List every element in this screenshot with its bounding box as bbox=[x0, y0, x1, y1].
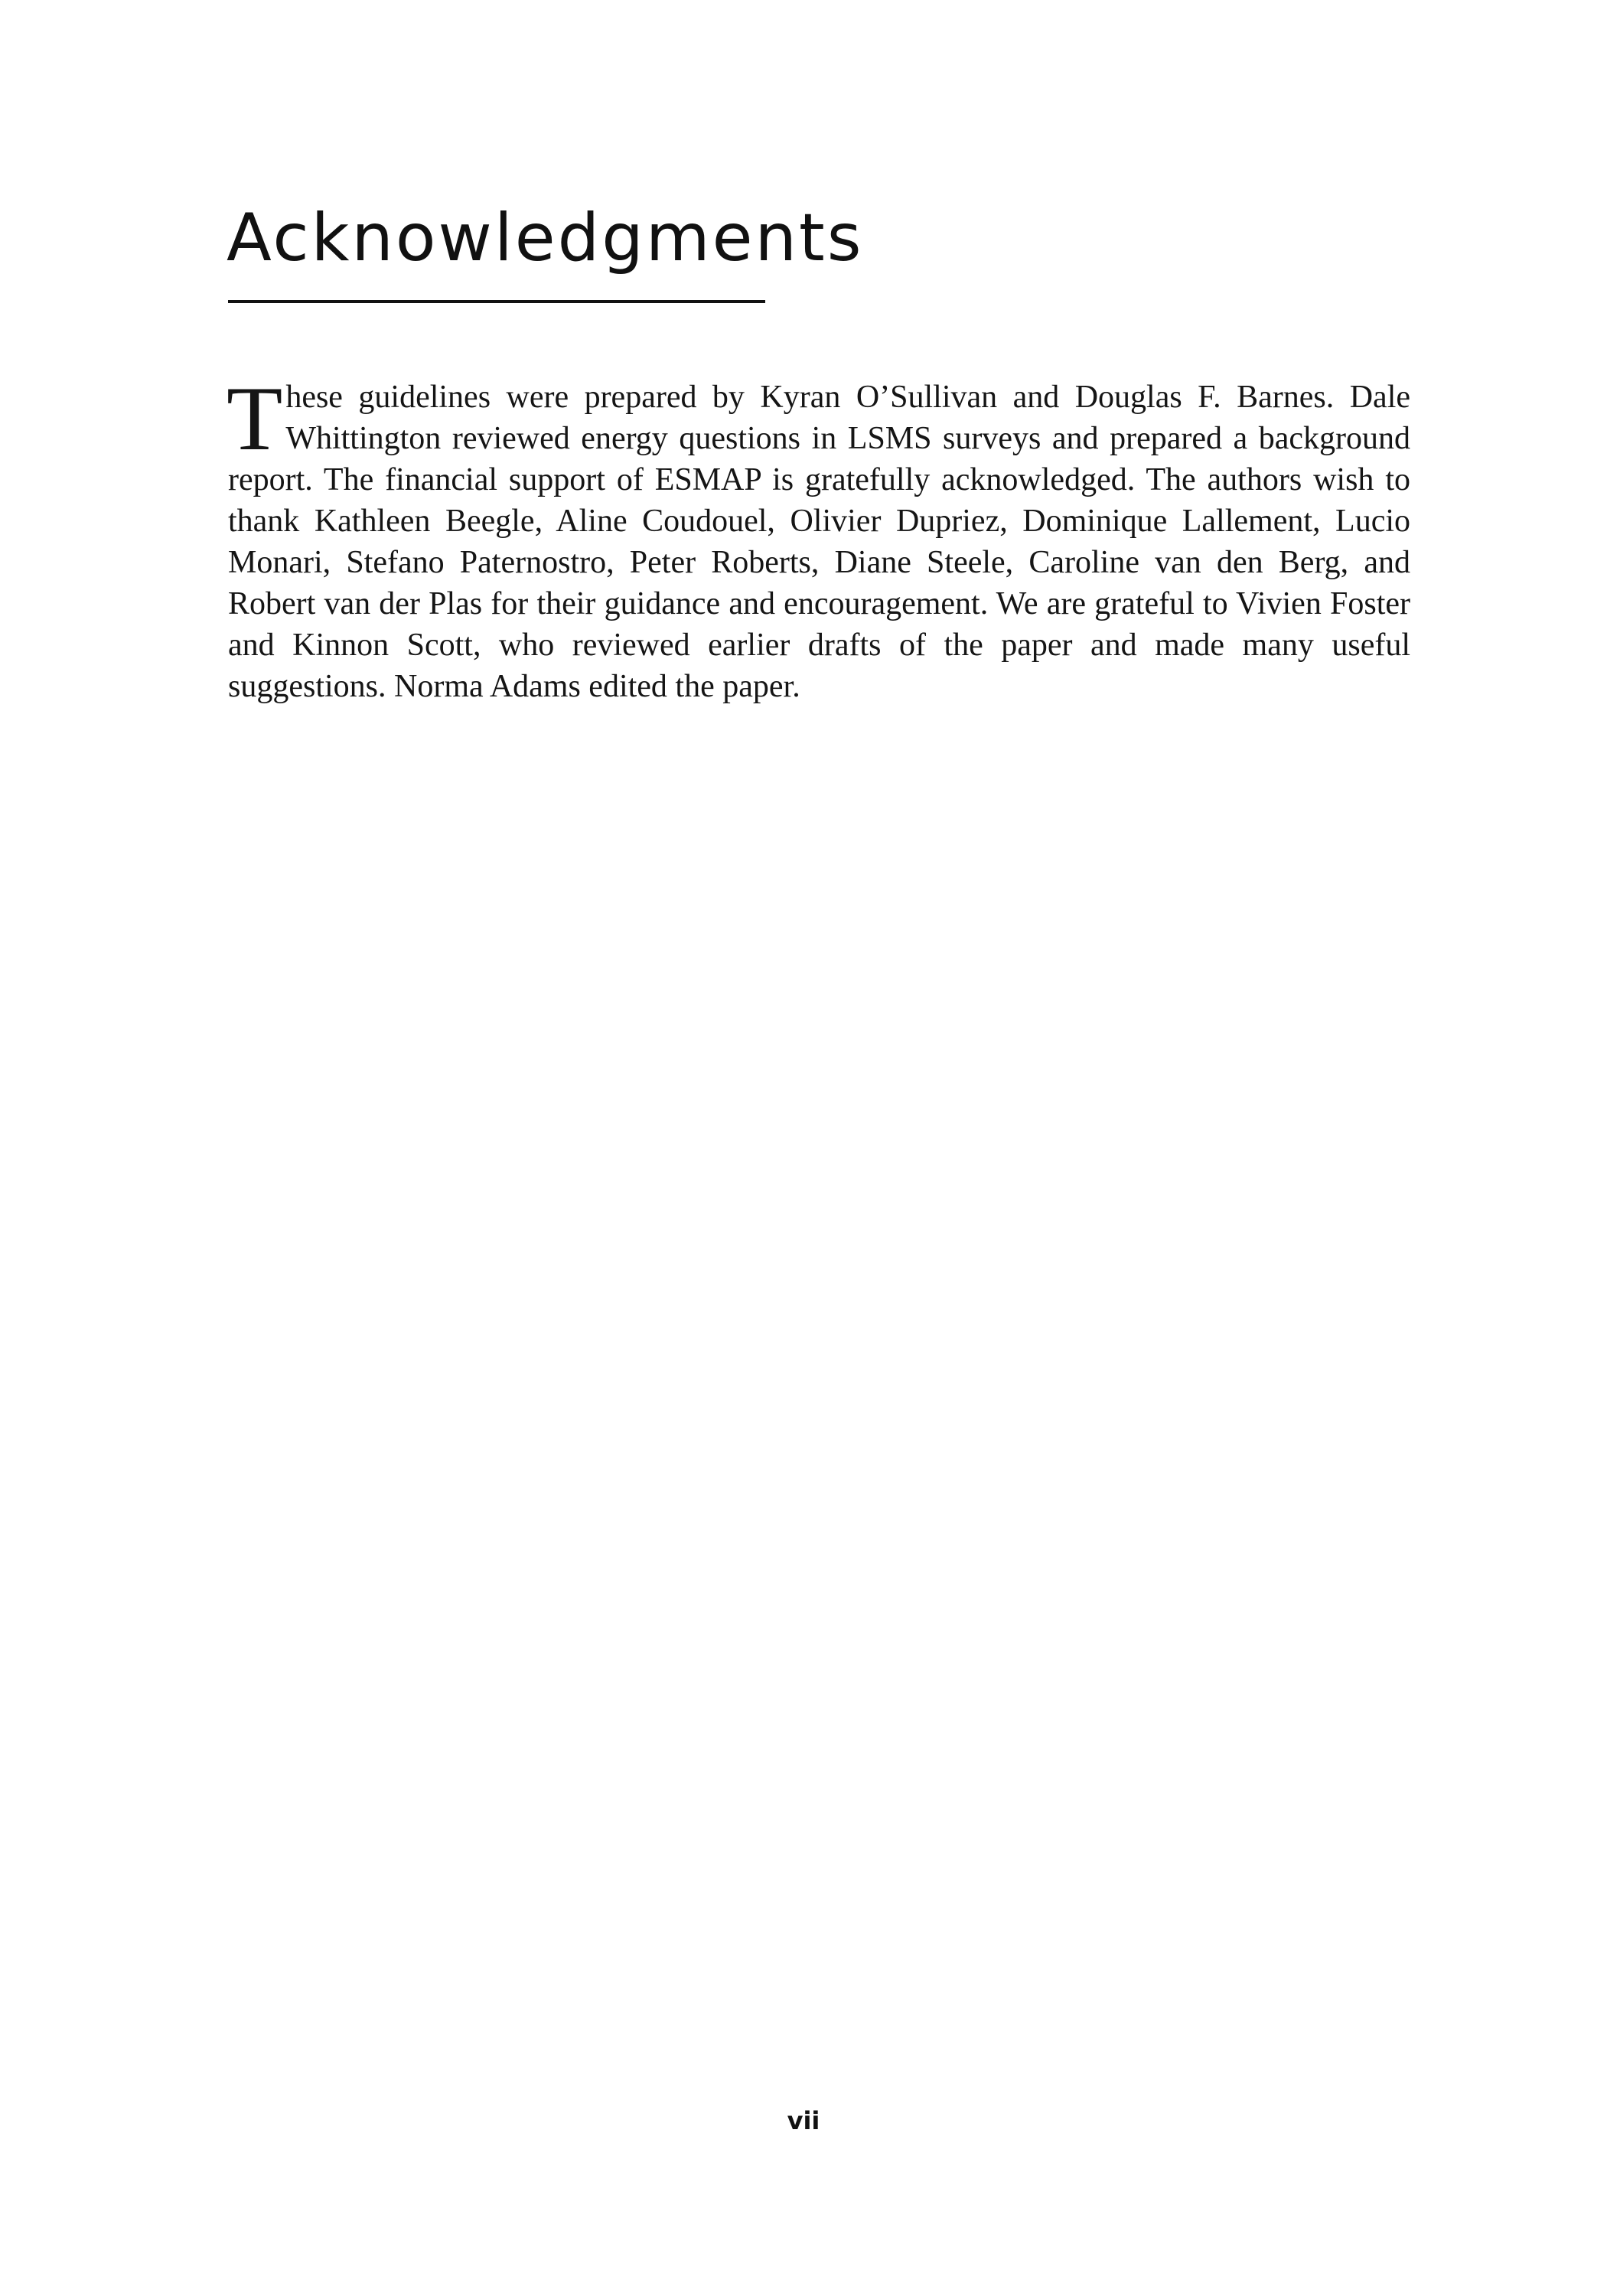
title-underline bbox=[228, 300, 765, 303]
drop-cap: T bbox=[227, 367, 283, 469]
acknowledgments-paragraph bbox=[227, 367, 1410, 707]
page-title: Acknowledgments bbox=[227, 200, 864, 276]
page-number: vii bbox=[787, 2106, 820, 2135]
paragraph-text: hese guidelines were prepared by Kyran O’Sullivan and Douglas F. Barnes. Dale Whittington reviewed energy questions in LSMS surveys and prepared a background report. The financial support of ESMAP is gratefully acknowledged. The authors wish to thank Kathleen Beegle, Aline Coudouel, Olivier Dupriez, Dominique Lallement, Lucio Monari, Stefano Paternostro, Peter Roberts, Diane Steele, Caroline van den Berg, and Robert van der Plas for their guidance and encouragement. We are grateful to Vivien Foster and Kinnon Scott, who reviewed earlier drafts of the paper and made many useful suggestions. Norma Adams edited the paper. bbox=[228, 380, 1410, 704]
